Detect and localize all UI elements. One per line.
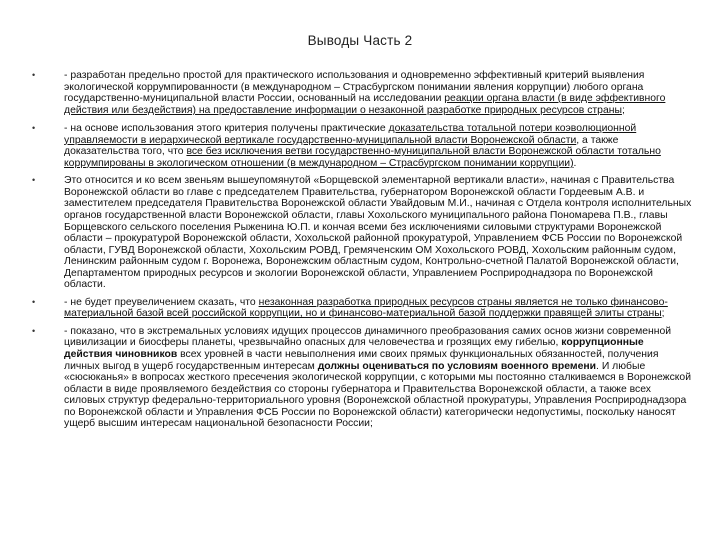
conclusions-list	[28, 70, 692, 430]
list-item	[28, 326, 692, 430]
list-item	[28, 70, 692, 116]
item-text: - разработан предельно простой для практического использования и одновременно эффективный критерий выявления экологической коррумпированности (в международном – Страсбургском понимании явления коррупции) любого органа государственно-муниципальной власти России, основанный на исследовании	[64, 70, 645, 105]
bullet-icon: •	[32, 296, 36, 307]
item-text: всех уровней в части невыполнения ими своих прямых функциональных обязанностей, получения личных выгод в ущерб государственным интересам	[64, 349, 659, 372]
bullet-icon: •	[32, 70, 36, 80]
bullet-icon: •	[32, 175, 36, 186]
item-text: - не будет преувеличением сказать, что	[64, 296, 259, 308]
item-text: . И любые «сюсюканья» в вопросах жесткого пресечения экологической коррупции, с которыми мы постоянно сталкиваемся в Воронежской области в виде проявляемого бездействия со стороны губернатора и Правительства Воронежской области, а также всех силовых структур федерально-территориального уровня (Воронежской областной прокуратуры, Управления Росприроднадзора по Воронежской области и Управления ФСБ России по Воронежской области) категорически недопустимы, поскольку наносят ущерб высшим интересам национальной безопасности России;	[64, 360, 692, 430]
item-text-underlined: все без исключения ветви государственно-муниципальной власти Воронежской области тотально коррумпированы в экологическом отношении (в международном – Страсбургском понимании коррупции)	[64, 146, 661, 169]
slide-title: Выводы Часть 2	[307, 33, 413, 48]
item-text-underlined: реакции органа власти (в виде эффективного действия или бездействия) на предоставление информации о незаконной разработке природных ресурсов страны	[64, 93, 666, 116]
item-text: ;	[621, 104, 625, 116]
item-text: , а также доказательства того, что	[64, 134, 619, 158]
item-text-underlined: незаконная разработка природных ресурсов страны является не только финансово-материальной базой всей российской коррупции, но и финансово-материальной базой поддержки правящей элиты страны	[64, 296, 668, 320]
item-text: - показано, что в экстремальных условиях идущих процессов динамичного преобразования самих основ жизни современной цивилизации и биосферы планеты, чрезвычайно опасных для человечества и грозящих ему гибелью,	[64, 325, 672, 349]
item-text-bold: должны оцениваться по условиям военного времени	[317, 360, 597, 372]
bullet-icon: •	[32, 325, 36, 336]
bullet-icon: •	[32, 123, 36, 134]
item-text: ;	[661, 308, 665, 320]
item-text: - на основе использования этого критерия получены практические	[64, 123, 389, 135]
list-item	[28, 297, 692, 320]
item-text: .	[573, 157, 577, 169]
item-text-bold: коррупционные действия чиновников	[64, 337, 644, 361]
list-item	[28, 175, 692, 290]
item-text-underlined: доказательства тотальной потери коэволюционной управляемости в иерархической вертикале государственно-муниципальной власти Воронежской области	[64, 123, 637, 146]
item-text: Это относится и ко всем звеньям вышеупомянутой «Борщевской элементарной вертикали власти», начиная с Правительства Воронежской области во главе с председателем Правительства, губернатором Воронежской области Гордеевым А.В. и заместителем председателя Правительства Воронежской области Увайдовым М.И., начиная с Отдела контроля исполнительных органов государственной власти Воронежской области, главы Хохольского муниципального района Пономарева П.В., главы Борщевского сельского поселения Рыженина Ю.П. и кончая всеми без исключениями силовыми структурами Воронежской области – прокуратурой Воронежской области, Хохольской районной прокуратурой, Управлением ФСБ России по Воронежской области, ГУВД Воронежской области, Хохольским РОВД, Гремяченским ОМ Хохольского РОВД, Хохольским районным судом, Ленинским районным судом г. Воронежа, Воронежским областным судом, Контрольно-счетной Палатой Воронежской области, Департаментом природных ресурсов и экологии Воронежской области, Управлением Росприроднадзора по Воронежской области.	[64, 175, 692, 291]
list-item	[28, 123, 692, 169]
